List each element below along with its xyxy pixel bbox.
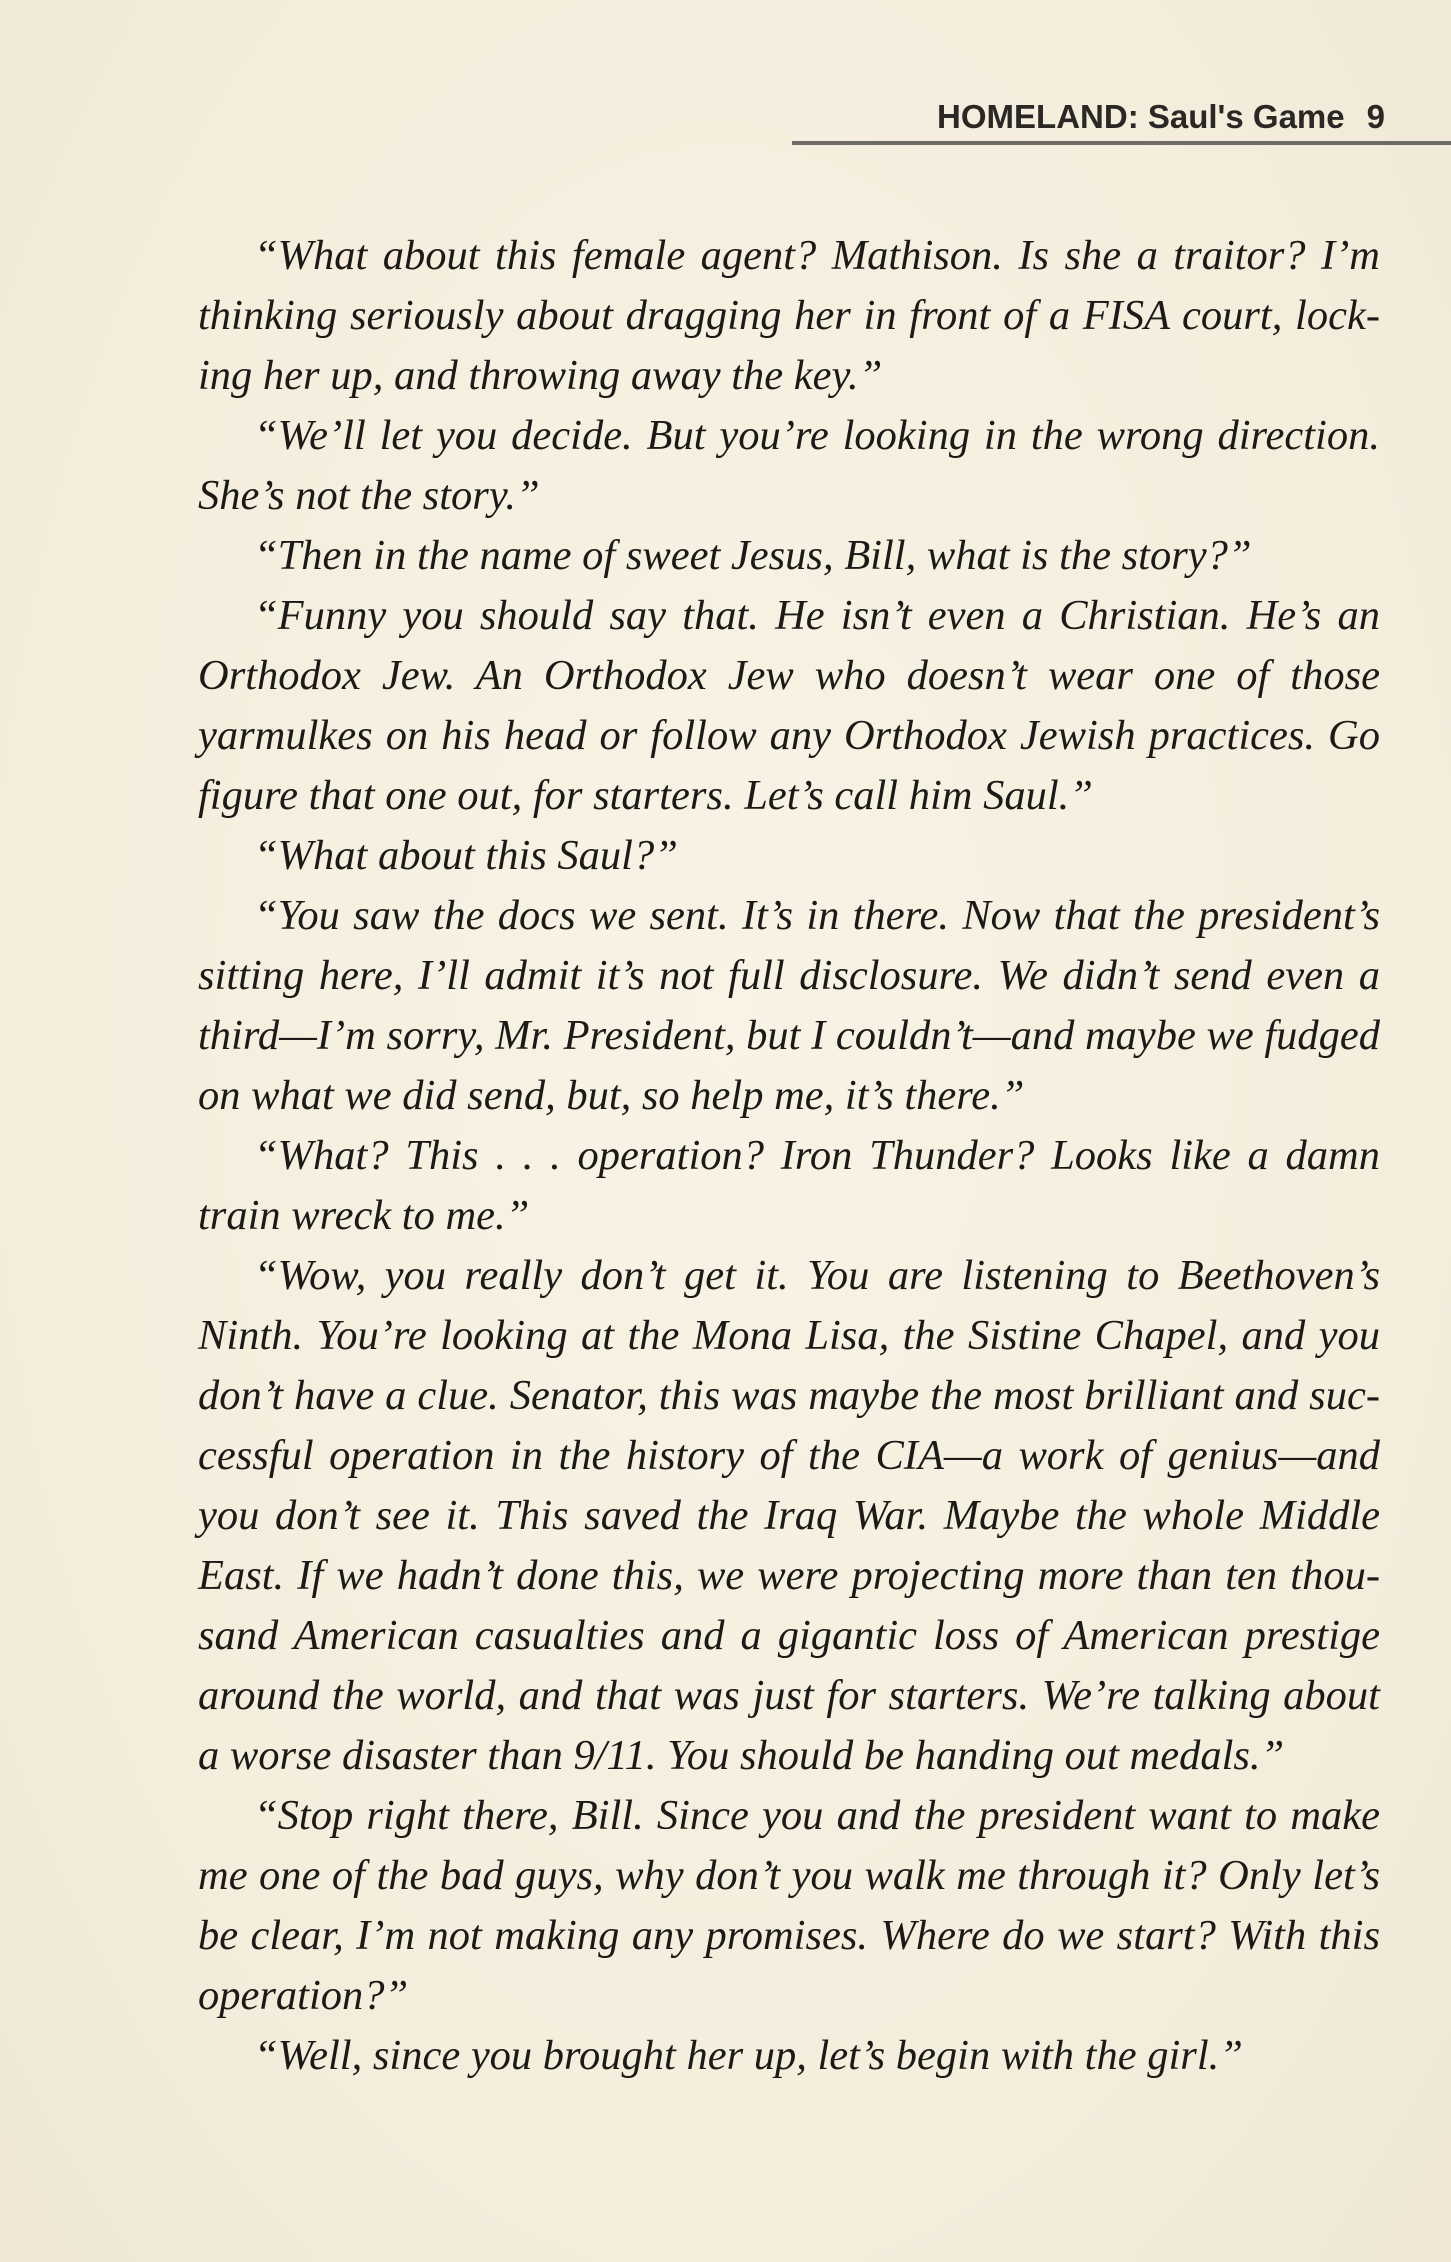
running-head: [937, 98, 1385, 136]
header-rule: [792, 141, 1451, 145]
paragraph: “You saw the docs we sent. It’s in there. Now that the president’s sitting here, I’ll admit it’s not full disclosure. We didn’t send even a third—I’m sorry, Mr. President, but I couldn’t—and maybe we fudged on what we did send, but, so help me, it’s there.”: [198, 892, 1381, 1119]
paragraph: “What about this Saul?”: [254, 832, 678, 879]
page-number: 9: [1366, 98, 1385, 135]
paragraph: “Well, since you brought her up, let’s begin with the girl.”: [254, 2032, 1243, 2079]
paragraph: “What about this female agent? Mathison. Is she a traitor? I’m thinking seriously about dragging her in front of a FISA court, locking her up, and throwing away the key.”: [198, 232, 1380, 399]
body-text: [198, 226, 1380, 2086]
paragraph: “Funny you should say that. He isn’t even a Christian. He’s an Orthodox Jew. An Orthodox Jew who doesn’t wear one of those yarmulkes on his head or follow any Orthodox Jewish practices. Go figure that one out, for starters. Let’s call him Saul.”: [198, 592, 1380, 819]
paragraph: “Wow, you really don’t get it. You are listening to Beethoven’s Ninth. You’re looking at the Mona Lisa, the Sistine Chapel, and you don’t have a clue. Senator, this was maybe the most brilliant and successful operation in the history of the CIA—a work of genius—and you don’t see it. This saved the Iraq War. Maybe the whole Middle East. If we hadn’t done this, we were projecting more than ten thousand American casualties and a gigantic loss of American prestige around the world, and that was just for starters. We’re talking about a worse disaster than 9/11. You should be handing out medals.”: [198, 1252, 1380, 1779]
paragraph: “What? This . . . operation? Iron Thunder? Looks like a damn train wreck to me.”: [198, 1132, 1380, 1239]
paragraph: “Stop right there, Bill. Since you and the president want to make me one of the bad guys, why don’t you walk me through it? Only let’s be clear, I’m not making any promises. Where do we start? With this operation?”: [198, 1792, 1380, 2019]
running-title: HOMELAND: Saul's Game: [937, 98, 1345, 135]
paragraph: “We’ll let you decide. But you’re looking in the wrong direction. She’s not the story.”: [198, 412, 1380, 519]
paragraph: “Then in the name of sweet Jesus, Bill, what is the story?”: [254, 532, 1252, 579]
